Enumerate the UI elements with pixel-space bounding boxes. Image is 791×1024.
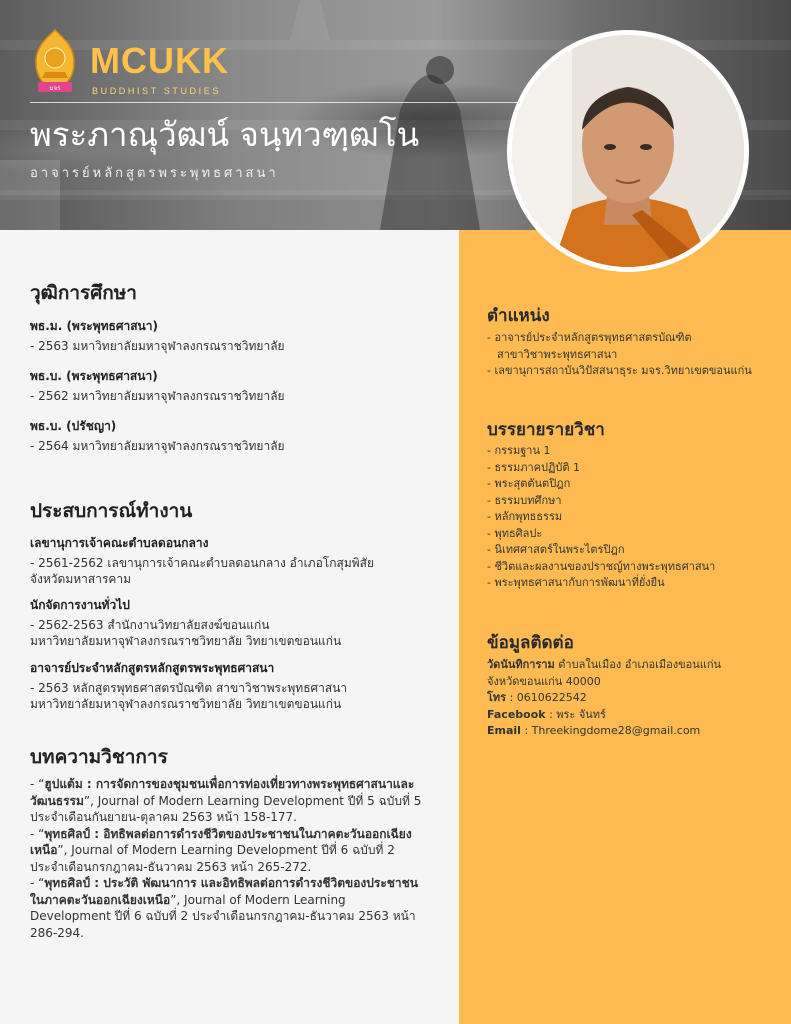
experience-title-3: อาจารย์ประจำหลักสูตรหลักสูตรพระพุทธศาสนา [30, 661, 275, 675]
experience-title-2: นักจัดการงานทั่วไป [30, 598, 130, 612]
experience-detail-2b: มหาวิทยาลัยมหาจุฬาลงกรณราชวิทยาลัย วิทยาเขตขอนแก่น [30, 634, 342, 648]
education-detail-1: - 2563 มหาวิทยาลัยมหาจุฬาลงกรณราชวิทยาลัย [30, 339, 285, 353]
positions-heading: ตำแหน่ง [487, 306, 550, 326]
experience-title-1: เลขานุการเจ้าคณะตำบลดอนกลาง [30, 536, 209, 550]
course-item: - พุทธศิลปะ [487, 526, 543, 540]
emblem-text: มจร [49, 85, 61, 92]
education-degree-2: พธ.บ. (พระพุทธศาสนา) [30, 369, 158, 383]
contact-facebook: Facebook : พระ จันทร์ [487, 707, 606, 721]
contact-email: Email : Threekingdome28@gmail.com [487, 724, 701, 737]
article-item: - “พุทธศิลป์ : ประวัติ พัฒนาการ และอิทธิพลต่อการดำรงชีวิตของประชาชนในภาคตะวันออกเฉียงเหนือ”, Journal of Modern Learning Development ปีที่ 6 ฉบับที่ 2 ประจำเดือนกรกฎาคม-ธันวาคม 2563 หน้า 286-294. [30, 876, 419, 940]
experience-detail-1b: จังหวัดมหาสารคาม [30, 572, 132, 586]
person-name: พระภาณุวัฒน์ จนฺทวฑฺฒโน [30, 115, 420, 154]
education-detail-3: - 2564 มหาวิทยาลัยมหาจุฬาลงกรณราชวิทยาลัย [30, 439, 285, 453]
name-divider [30, 102, 520, 103]
person-title: อาจารย์หลักสูตรพระพุทธศาสนา [30, 166, 279, 181]
education-detail-2: - 2562 มหาวิทยาลัยมหาจุฬาลงกรณราชวิทยาลัย [30, 389, 285, 403]
course-item: - กรรมฐาน 1 [487, 444, 551, 457]
articles-list [30, 776, 425, 941]
course-item: - พระสุตตันตปิฎก [487, 477, 571, 490]
profile-photo [507, 30, 749, 272]
experience-detail-3a: - 2563 หลักสูตรพุทธศาสตรบัณฑิต สาขาวิชาพระพุทธศาสนา [30, 681, 348, 695]
position-line: - เลขานุการสถาบันวิปัสสนาธุระ มจร.วิทยาเขตขอนแก่น [487, 364, 752, 377]
courses-heading: บรรยายรายวิชา [487, 420, 605, 440]
courses-list [487, 443, 782, 592]
experience-heading: ประสบการณ์ทำงาน [30, 500, 193, 522]
position-line: - อาจารย์ประจำหลักสูตรพุทธศาสตรบัณฑิต [487, 331, 692, 344]
contact-info [487, 657, 782, 740]
logo-subtitle: BUDDHIST STUDIES [92, 86, 221, 96]
position-line: สาขาวิชาพระพุทธศาสนา [497, 347, 618, 361]
education-degree-1: พธ.ม. (พระพุทธศาสนา) [30, 319, 158, 333]
monk-portrait-image [512, 35, 744, 267]
experience-detail-3b: มหาวิทยาลัยมหาจุฬาลงกรณราชวิทยาลัย วิทยาเขตขอนแก่น [30, 697, 342, 711]
experience-detail-2a: - 2562-2563 สำนักงานวิทยาลัยสงฆ์ขอนแก่น [30, 618, 270, 632]
logo-title: MCUKK [90, 40, 229, 81]
article-title: ฮูปแต้ม : การจัดการของชุมชนเพื่อการท่องเที่ยวทางพระพุทธศาสนาและวัฒนธรรม [30, 777, 415, 808]
education-heading: วุฒิการศึกษา [30, 282, 137, 304]
article-title: พุทธศิลป์ : ประวัติ พัฒนาการ และอิทธิพลต่อการดำรงชีวิตของประชาชนในภาคตะวันออกเฉียงเหนือ [30, 876, 419, 907]
course-item: - ธรรมบทศึกษา [487, 493, 562, 507]
course-item: - นิเทศศาสตร์ในพระไตรปิฎก [487, 543, 625, 556]
mcu-emblem-icon [30, 28, 80, 94]
article-item: - “ฮูปแต้ม : การจัดการของชุมชนเพื่อการท่องเที่ยวทางพระพุทธศาสนาและวัฒนธรรม”, Journal of Modern Learning Development ปีที่ 5 ฉบับที่ 5 ประจำเดือนกันยายน-ตุลาคม 2563 หน้า 158-177. [30, 777, 422, 824]
course-item: - ชีวิตและผลงานของปราชญ์ทางพระพุทธศาสนา [487, 559, 716, 573]
logo [30, 28, 240, 98]
course-item: - ธรรมภาคปฏิบัติ 1 [487, 460, 581, 474]
contact-address-line: จังหวัดขอนแก่น 40000 [487, 674, 601, 688]
course-item: - หลักพุทธธรรม [487, 510, 563, 523]
article-item: - “พุทธศิลป์ : อิทธิพลต่อการดำรงชีวิตของประชาชนในภาคตะวันออกเฉียงเหนือ”, Journal of Modern Learning Development ปีที่ 6 ฉบับที่ 2 ประจำเดือนกรกฎาคม-ธันวาคม 2563 หน้า 265-272. [30, 826, 412, 874]
contact-address-line: วัดนันทิการาม ตำบลในเมือง อำเภอเมืองขอนแก่น [487, 658, 722, 671]
temple-name: วัดนันทิการาม [487, 658, 555, 671]
contact-phone: โทร : 0610622542 [487, 691, 587, 704]
positions-list [487, 330, 782, 380]
experience-detail-1a: - 2561-2562 เลขานุการเจ้าคณะตำบลดอนกลาง อำเภอโกสุมพิสัย [30, 556, 375, 570]
education-degree-3: พธ.บ. (ปรัชญา) [30, 419, 117, 433]
article-title: พุทธศิลป์ : อิทธิพลต่อการดำรงชีวิตของประชาชนในภาคตะวันออกเฉียงเหนือ [30, 826, 412, 857]
articles-heading: บทความวิชาการ [30, 746, 168, 768]
contact-heading: ข้อมูลติดต่อ [487, 633, 574, 653]
course-item: - พระพุทธศาสนากับการพัฒนาที่ยั่งยืน [487, 576, 665, 589]
